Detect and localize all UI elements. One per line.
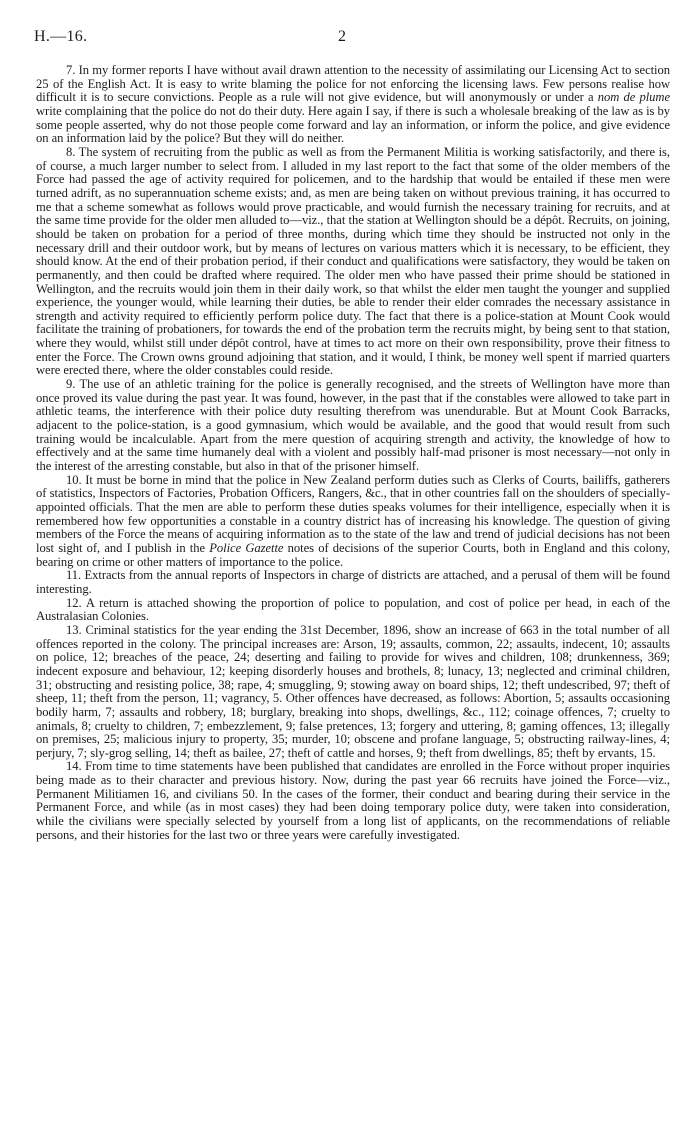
document-reference: H.—16. [34,28,88,45]
report-body [36,64,670,842]
paragraph-7: 7. In my former reports I have without avail drawn attention to the necessity of assimilating our Licensing Act to section 25 of the English Act. It is easy to write blaming the police for not enforcing the licensing laws. Few persons realise how difficult it is to secure convictions. People as a rule will not give evidence, but will anonymously or under a nom de plume write complaining that the police do not do their duty. Here again I say, if there is such a wholesale breaking of the law as is by some people asserted, why do not those people come forward and lay an information, or inform the police, and give evidence on an information laid by the police? But they will do neither. [36,63,670,146]
paragraph-8: 8. The system of recruiting from the public as well as from the Permanent Militia is working satisfactorily, and there is, of course, a much larger number to select from. I alluded in my last report to the fact that some of the older members of the Force had passed the age of activity required for policemen, and to the hardship that would be entailed if these men were turned adrift, as no superannuation scheme exists; and, as men are being taken on without previous training, it has occurred to me that a scheme somewhat as follows would prove practicable, and would furnish the necessary training for recruits, and at the same time provide for the older men alluded to—viz., that the station at Wellington should be a dépôt. Recruits, on joining, should be taken on probation for a period of three months, during which time they should be instructed not only in the necessary drill and their outdoor work, but by means of lectures on various matters which it is necessary, to be efficient, they should know. At the end of their probation period, if their conduct and qualifications were satisfactory, they would be taken on permanently, and then could be drafted where required. The older men who have passed their prime should be stationed in Wellington, and the recruits would join them in their daily work, so that whilst the elder men taught the younger and supplied experience, the younger would, while learning their duties, be able to render their elder comrades the necessary assistance in strength and activity required to efficiently perform police duty. The fact that there is a police-station at Mount Cook would facilitate the training of probationers, for towards the end of the probation term the recruits might, by being sent to that station, where they would, whilst still under dépôt control, have at times to act more on their own responsibility, prove their fitness to enter the Force. The Crown owns ground adjoining that station, and it would, I think, be money well spent if married quarters were erected there, where the older constables could reside. [36,144,670,378]
paragraph-14: 14. From time to time statements have been published that candidates are enrolled in the Force without proper inquiries being made as to their character and previous history. Now, during the past year 66 recruits have joined the Force—viz., Permanent Militiamen 16, and civilians 50. In the cases of the former, their conduct and bearing during their service in the Permanent Force, and while (as in most cases) they had been doing temporary police duty, were taken into consideration, while the civilians were specially selected by yourself from a long list of applicants, on the recommendations of reliable persons, and their histories for the last two or three years were carefully investigated. [36,759,670,842]
page-number: 2 [338,28,346,45]
paragraph-9: 9. The use of an athletic training for the police is generally recognised, and the streets of Wellington have more than once proved its value during the past year. It was found, however, in the past that if the constables were allowed to take part in athletic teams, the interference with their police duty resulting therefrom was unendurable. But at Mount Cook Barracks, adjacent to the police-station, is a good gymnasium, which would be available, and the good that would result from such training would be incalculable. Apart from the mere question of acquiring strength and activity, the knowledge of how to effectively and at the same time humanely deal with a violent and possibly half-mad prisoner is most necessary—not only in the interest of the arresting constable, but also in that of the prisoner himself. [36,377,670,474]
paragraph-11: 11. Extracts from the annual reports of Inspectors in charge of districts are attached, and a perusal of them will be found interesting. [36,568,670,596]
italic-phrase: nom de plume [597,90,670,105]
italic-phrase: Police Gazette [209,540,284,555]
paragraph-13: 13. Criminal statistics for the year ending the 31st December, 1896, show an increase of 663 in the total number of all offences reported in the colony. The principal increases are: Arson, 19; assaults, common, 22; assaults, indecent, 10; assaults on police, 12; breaches of the peace, 24; deserting and failing to provide for wives and children, 108; drunkenness, 369; indecent exposure and behaviour, 12; keeping disorderly houses and brothels, 8; lunacy, 13; neglected and criminal children, 31; obstructing and resisting police, 38; rape, 4; smuggling, 9; stowing away on board ships, 12; theft undescribed, 97; theft of sheep, 11; theft from the person, 11; vagrancy, 5. Other offences have decreased, as follows: Abortion, 5; assaults occasioning bodily harm, 7; assaults and robbery, 18; burglary, breaking into shops, dwellings, &c., 112; coinage offences, 7; cruelty to animals, 8; cruelty to children, 7; embezzlement, 9; false pretences, 13; forgery and uttering, 8; gaming offences, 13; illegally on premises, 25; malicious injury to property, 35; murder, 10; obscene and profane language, 5; obstructing railway-lines, 4; perjury, 7; sly-grog selling, 14; theft as bailee, 27; theft of cattle and horses, 9; theft from dwellings, 85; theft by ervants, 15. [36,622,670,760]
paragraph-12: 12. A return is attached showing the proportion of police to population, and cost of police per head, in each of the Australasian Colonies. [36,595,670,624]
paragraph-10: 10. It must be borne in mind that the police in New Zealand perform duties such as Clerks of Courts, bailiffs, gatherers of statistics, Inspectors of Factories, Probation Officers, Rangers, &c., that in other countries fall on the shoulders of specially-appointed officials. That the men are able to perform these duties speaks volumes for their intelligence, especially when it is remembered how few opportunities a constable in a country district has of increasing his knowledge. The question of giving members of the Force the means of acquiring information as to the state of the law and trend of judicial decisions has not been lost sight of, and I publish in the Police Gazette notes of decisions of the superior Courts, both in England and this colony, bearing on crime or other matters of importance to the police. [36,472,670,569]
